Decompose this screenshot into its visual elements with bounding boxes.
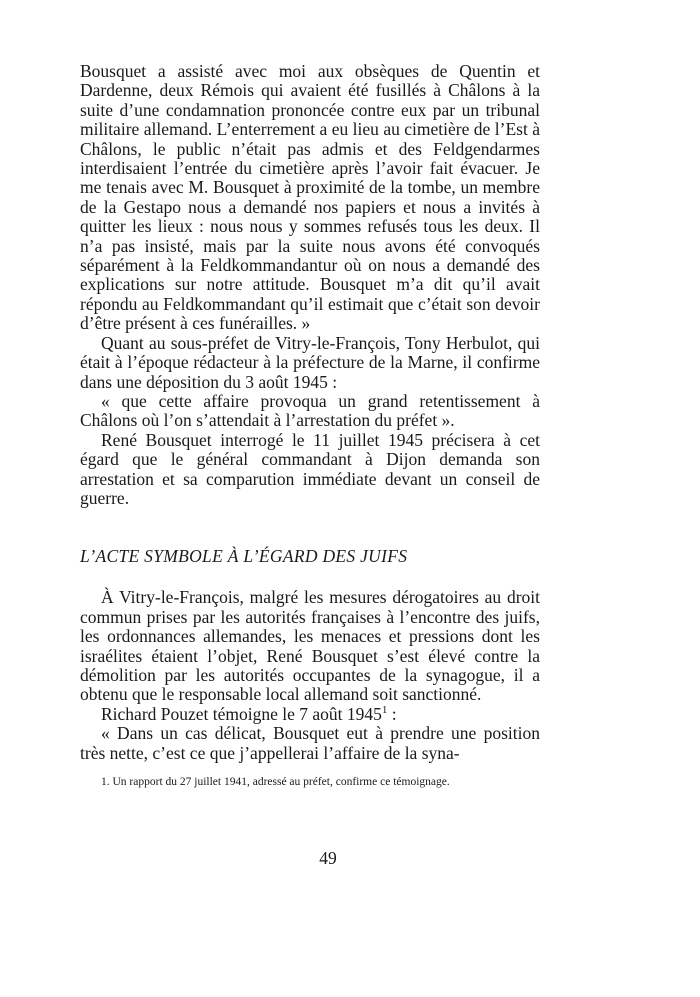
page-body bbox=[80, 62, 540, 790]
paragraph-pouzet-quote: « Dans un cas délicat, Bousquet eut à prendre une position très nette, c’est ce que j’appellerai l’affaire de la syna- bbox=[80, 723, 540, 763]
pouzet-text: Richard Pouzet témoigne le 7 août 1945 bbox=[101, 703, 382, 724]
paragraph-pouzet bbox=[80, 705, 540, 724]
section-heading: L’ACTE SYMBOLE À L’ÉGARD DES JUIFS bbox=[80, 546, 408, 567]
paragraph-herbulot: Quant au sous-préfet de Vitry-le-François, Tony Herbulot, qui était à l’époque rédacteur à la préfecture de la Marne, il confirme dans une déposition du 3 août 1945 : bbox=[80, 332, 540, 392]
footnote: 1. Un rapport du 27 juillet 1941, adressé au préfet, confirme ce témoignage. bbox=[101, 776, 450, 788]
paragraph-quote-retentissement: « que cette affaire provoqua un grand retentissement à Châlons où l’on s’attendait à l’arrestation du préfet ». bbox=[80, 390, 540, 431]
page-number: 49 bbox=[319, 848, 337, 868]
pouzet-after: : bbox=[387, 703, 397, 724]
paragraph-synagogue: À Vitry-le-François, malgré les mesures dérogatoires au droit commun prises par les autorités françaises à l’encontre des juifs, les ordonnances allemandes, les menaces et pressions dont les israélites étaient l’objet, René Bousquet s’est élevé contre la démolition par les autorités occupantes de la synagogue, il a obtenu que le responsable local allemand soit sanctionné. bbox=[80, 587, 540, 705]
paragraph-bousquet-interrogation: René Bousquet interrogé le 11 juillet 1945 précisera à cet égard que le général commandant à Dijon demanda son arrestation et sa comparution immédiate devant un conseil de guerre. bbox=[80, 429, 540, 508]
paragraph-funeral-testimony: Bousquet a assisté avec moi aux obsèques de Quentin et Dardenne, deux Rémois qui avaient été fusillés à Châlons à la suite d’une condamnation prononcée contre eux par un tribunal militaire allemand. L’enterrement a eu lieu au cimetière de l’Est à Châlons, le public n’était pas admis et des Feldgendarmes interdisaient l’entrée du cimetière après l’avoir fait évacuer. Je me tenais avec M. Bousquet à proximité de la tombe, un membre de la Gestapo nous a demandé nos papiers et nous a invités à quitter les lieux : nous nous y sommes refusés tous les deux. Il n’a pas insisté, mais par la suite nous avons été convoqués séparément à la Feldkommandantur où on nous a demandé des explications sur notre attitude. Bousquet m’a dit qu’il avait répondu au Feldkommandant qu’il estimait que c’était son devoir d’être présent à ces funérailles. » bbox=[80, 61, 540, 334]
footnote-reference: 1 bbox=[381, 703, 388, 716]
